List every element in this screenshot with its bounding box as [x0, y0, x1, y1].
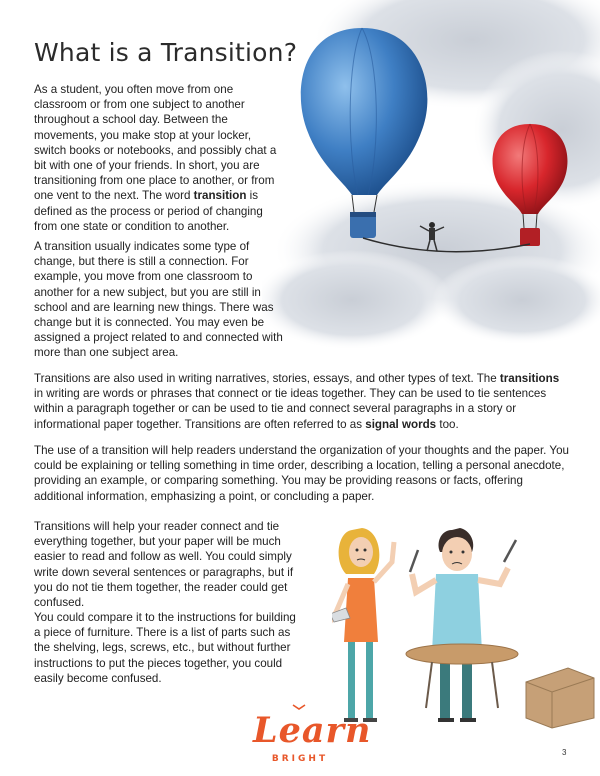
- organization-paragraph: The use of a transition will help readers understand the organization of your thoughts and the paper. You could be explaining or telling something in time order, describing a location, telling a personal anecdote, providing an example, or comparing something. You may be providing reasons or facts, offering additional information, emphasizing a point, or concluding a paper.: [34, 444, 569, 503]
- confused-woman-figure: [332, 528, 394, 720]
- reader-connection-paragraph: Transitions will help your reader connect and tie everything together, but your paper will be much easier to read and follow as well. You could simply write down several sentences or paragraphs, but if you do not tie them together, the reader could get confused.: [34, 520, 294, 610]
- term-signal-words: signal words: [365, 417, 437, 431]
- learn-bright-logo: [235, 710, 372, 774]
- page-title: What is a Transition?: [34, 38, 298, 67]
- balloon-tightrope-illustration: [262, 0, 600, 350]
- connection-paragraph: A transition usually indicates some type of change, but there is still a connection. For example, you move from one classroom to another for a new subject, but you are still in school and are learning new things. There was change but it is connected. You may even be assigned a project related to and connected with more than one subject area.: [34, 240, 283, 360]
- confused-people-illustration: [332, 522, 600, 732]
- writing-transitions-paragraph: Transitions are also used in writing narratives, stories, essays, and other types of text. The transitions in writing are words or phrases that connect or tie ideas together. They can be used to tie sentences within a paragraph together or can be used to tie and connect several paragraphs in a story or informational paper together. Transitions are often referred to as signal words too.: [34, 372, 560, 431]
- intro-paragraph: As a student, you often move from one classroom or from one subject to another throughout a school day. Between the movements, you make stop at your locker, switch books or notebooks, and possibly chat a bit with one of your friends. In short, you are transitioning from one place to another, or from one vent to the next. The word transition is defined as the process or period of changing from one state or condition to another.: [34, 83, 277, 233]
- logo-learn-text: Learn: [253, 710, 372, 751]
- logo-bright-text: BRIGHT: [271, 754, 329, 764]
- term-transitions: transitions: [499, 372, 560, 385]
- confused-man-figure: [412, 528, 508, 720]
- furniture-comparison-paragraph: You could compare it to the instructions for building a piece of furniture. There is a list of parts such as the shelving, legs, screws, etc., but without further instructions to put the pieces together, you could easily become confused.: [34, 611, 296, 685]
- page-number: 3: [562, 748, 567, 757]
- furniture-box: [526, 668, 594, 728]
- term-transition: transition: [193, 189, 247, 203]
